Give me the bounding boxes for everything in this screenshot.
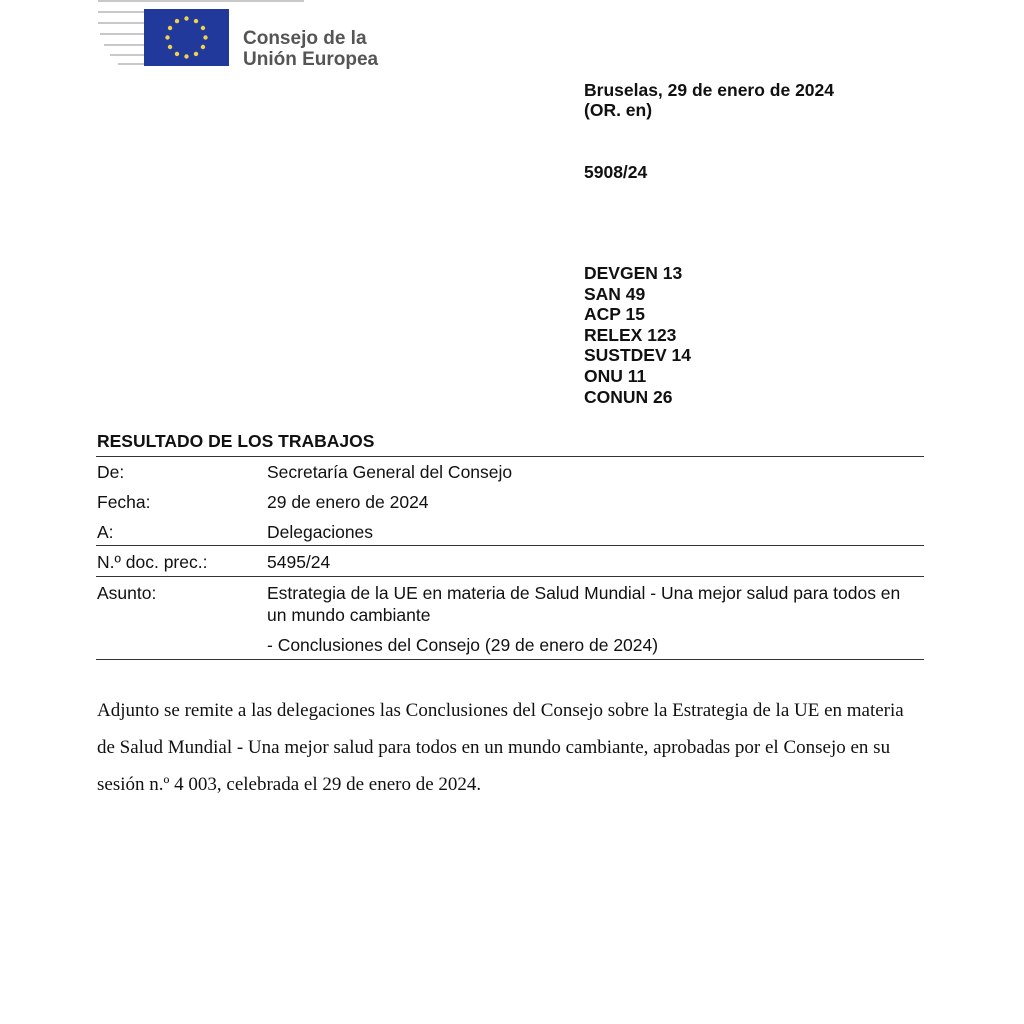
document-number: 5908/24 bbox=[584, 162, 648, 182]
row-label: N.º doc. prec.: bbox=[97, 552, 208, 572]
flag-star bbox=[203, 35, 207, 39]
classification-codes bbox=[584, 263, 691, 407]
flag-star bbox=[184, 54, 188, 58]
code-item: SUSTDEV 14 bbox=[584, 345, 691, 366]
flag-star bbox=[168, 26, 172, 30]
code-item: SAN 49 bbox=[584, 283, 646, 304]
row-value: 29 de enero de 2024 bbox=[267, 492, 429, 512]
row-label: A: bbox=[97, 522, 114, 542]
original-language: (OR. en) bbox=[584, 100, 653, 120]
flag-star bbox=[165, 35, 169, 39]
code-item: DEVGEN 13 bbox=[584, 263, 683, 283]
divider bbox=[96, 659, 924, 660]
flag-star bbox=[201, 26, 205, 30]
divider bbox=[96, 456, 924, 457]
subject-subtext: - Conclusiones del Consejo (29 de enero de 2024) bbox=[267, 635, 659, 655]
body-paragraph: Adjunto se remite a las delegaciones las Conclusiones del Consejo sobre la Estrategia de la UE en materia de Salud Mundial - Una mejor salud para todos en un mundo cambiante, aprobadas por el Consejo en su sesión n.º 4 003, celebrada el 29 de enero de 2024. bbox=[97, 700, 904, 795]
code-item: RELEX 123 bbox=[584, 324, 677, 345]
subject-text: Estrategia de la UE en materia de Salud Mundial - Una mejor salud para todos en un mundo cambiante bbox=[267, 583, 901, 625]
row-value: Delegaciones bbox=[267, 522, 374, 542]
row-value: 5495/24 bbox=[267, 552, 331, 572]
code-item: ACP 15 bbox=[584, 304, 645, 325]
council-logo bbox=[96, 0, 396, 75]
eu-flag-icon bbox=[144, 9, 229, 66]
row-label: De: bbox=[97, 462, 125, 482]
organization-name-line1: Consejo de la bbox=[243, 28, 367, 49]
row-value bbox=[267, 582, 917, 656]
flag-star bbox=[175, 19, 179, 23]
code-item: ONU 11 bbox=[584, 365, 647, 386]
row-value: Secretaría General del Consejo bbox=[267, 462, 513, 482]
divider bbox=[96, 545, 924, 546]
flag-star bbox=[201, 45, 205, 49]
place-date: Bruselas, 29 de enero de 2024 bbox=[584, 80, 834, 100]
flag-star bbox=[194, 52, 198, 56]
flag-star bbox=[194, 19, 198, 23]
flag-star bbox=[175, 52, 179, 56]
document-header bbox=[584, 80, 834, 182]
organization-name bbox=[243, 28, 378, 70]
divider bbox=[96, 576, 924, 577]
flag-star bbox=[184, 16, 188, 20]
outcome-title: RESULTADO DE LOS TRABAJOS bbox=[97, 431, 375, 451]
organization-name-line2: Unión Europea bbox=[243, 49, 379, 70]
row-label: Fecha: bbox=[97, 492, 151, 512]
code-item: CONUN 26 bbox=[584, 386, 673, 407]
flag-star bbox=[168, 45, 172, 49]
row-label: Asunto: bbox=[97, 583, 157, 603]
